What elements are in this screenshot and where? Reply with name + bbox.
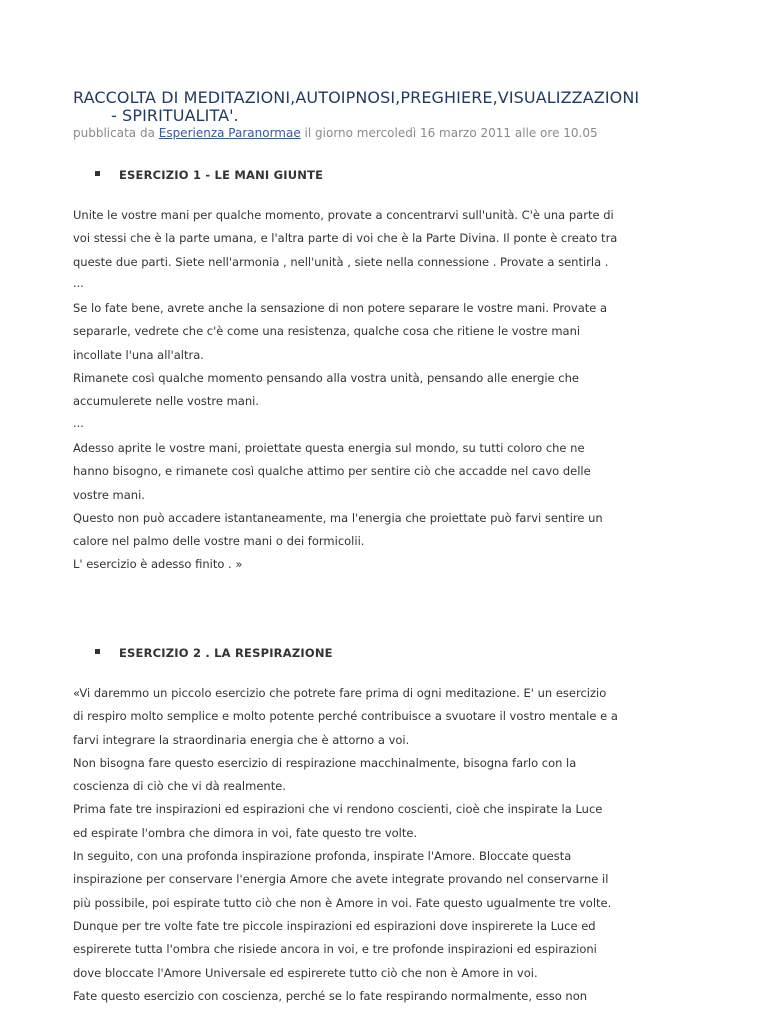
text-line: più possibile, poi espirate tutto ciò che non è Amore in voi. Fate questo ugualmente tre volte.	[73, 895, 612, 910]
text-line: Prima fate tre inspirazioni ed espirazioni che vi rendono coscienti, cioè che inspirate la Luce	[73, 802, 603, 817]
bullet-icon	[95, 649, 100, 654]
title-line-1: RACCOLTA DI MEDITAZIONI,AUTOIPNOSI,PREGHIERE,VISUALIZZAZIONI	[73, 88, 640, 107]
text-line: «Vi daremmo un piccolo esercizio che potrete fare prima di ogni meditazione. E' un esercizio	[73, 686, 607, 700]
text-line: queste due parti. Siete nell'armonia , nell'unità , siete nella connessione . Provate a sentirla .	[73, 254, 609, 269]
text-line: coscienza di ciò che vi dà realmente.	[73, 779, 286, 794]
text-line: Fate questo esercizio con coscienza, perché se lo fate respirando normalmente, esso non	[73, 988, 588, 1003]
text-line: ...	[73, 275, 84, 290]
text-line: Non bisogna fare questo esercizio di respirazione macchinalmente, bisogna farlo con la	[73, 755, 577, 770]
text-line: ed espirate l'ombra che dimora in voi, fate questo tre volte.	[73, 825, 418, 840]
text-line: separarle, vedrete che c'è come una resistenza, qualche cosa che ritiene le vostre mani	[73, 324, 581, 339]
text-line: Unite le vostre mani per qualche momento, provate a concentrarvi sull'unità. C'è una parte di	[73, 208, 614, 222]
text-line: Se lo fate bene, avrete anche la sensazione di non potere separare le vostre mani. Provate a	[73, 301, 608, 316]
text-line: accumulerete nelle vostre mani.	[73, 394, 259, 409]
byline-prefix: pubblicata da	[73, 126, 159, 140]
text-line: calore nel palmo delle vostre mani o dei formicolii.	[73, 534, 365, 549]
text-line: ...	[73, 415, 84, 430]
byline	[73, 125, 598, 141]
text-line: L' esercizio è adesso finito . »	[73, 557, 243, 572]
exercise-2-body	[73, 682, 633, 1008]
text-line: In seguito, con una profonda inspirazione profonda, inspirate l'Amore. Bloccate questa	[73, 849, 572, 864]
text-line: Dunque per tre volte fate tre piccole inspirazioni ed espirazioni dove inspirerete la Luce ed	[73, 918, 596, 933]
exercise-1-body	[73, 204, 633, 577]
text-line: vostre mani.	[73, 487, 145, 502]
text-line: incollate l'una all'altra.	[73, 347, 204, 362]
author-link[interactable]: Esperienza Paranormae	[158, 126, 301, 140]
exercise-1-heading-text: ESERCIZIO 1 - LE MANI GIUNTE	[119, 168, 324, 182]
title-line-2: - SPIRITUALITA'.	[111, 106, 239, 125]
text-line: inspirazione per conservare l'energia Amore che avete integrate provando nel conservarne il	[73, 872, 609, 887]
text-line: dove bloccate l'Amore Universale ed espirerete tutto ciò che non è Amore in voi.	[73, 965, 538, 980]
text-line: Adesso aprite le vostre mani, proiettate questa energia sul mondo, su tutti coloro che ne	[73, 440, 585, 455]
text-line: espirerete tutta l'ombra che risiede ancora in voi, e tre profonde inspirazioni ed espirazioni	[73, 942, 597, 957]
text-line: di respiro molto semplice e molto potente perché contribuisce a svuotare il vostro mentale e a	[73, 709, 618, 724]
text-line: voi stessi che è la parte umana, e l'altra parte di voi che è la Parte Divina. Il ponte è creato tra	[73, 231, 618, 246]
document-title	[73, 89, 753, 125]
text-line: Rimanete così qualche momento pensando alla vostra unità, pensando alle energie che	[73, 371, 579, 386]
text-line: farvi integrare la straordinaria energia che è attorno a voi.	[73, 732, 410, 747]
text-line: Questo non può accadere istantaneamente, ma l'energia che proiettate può farvi sentire un	[73, 510, 603, 525]
byline-suffix: il giorno mercoledì 16 marzo 2011 alle ore 10.05	[300, 126, 598, 140]
exercise-2-heading-text: ESERCIZIO 2 . LA RESPIRAZIONE	[119, 646, 333, 660]
bullet-icon	[95, 171, 100, 176]
exercise-2-heading	[95, 646, 333, 660]
exercise-1-heading	[95, 168, 323, 182]
text-line: hanno bisogno, e rimanete così qualche attimo per sentire ciò che accadde nel cavo delle	[73, 464, 591, 479]
